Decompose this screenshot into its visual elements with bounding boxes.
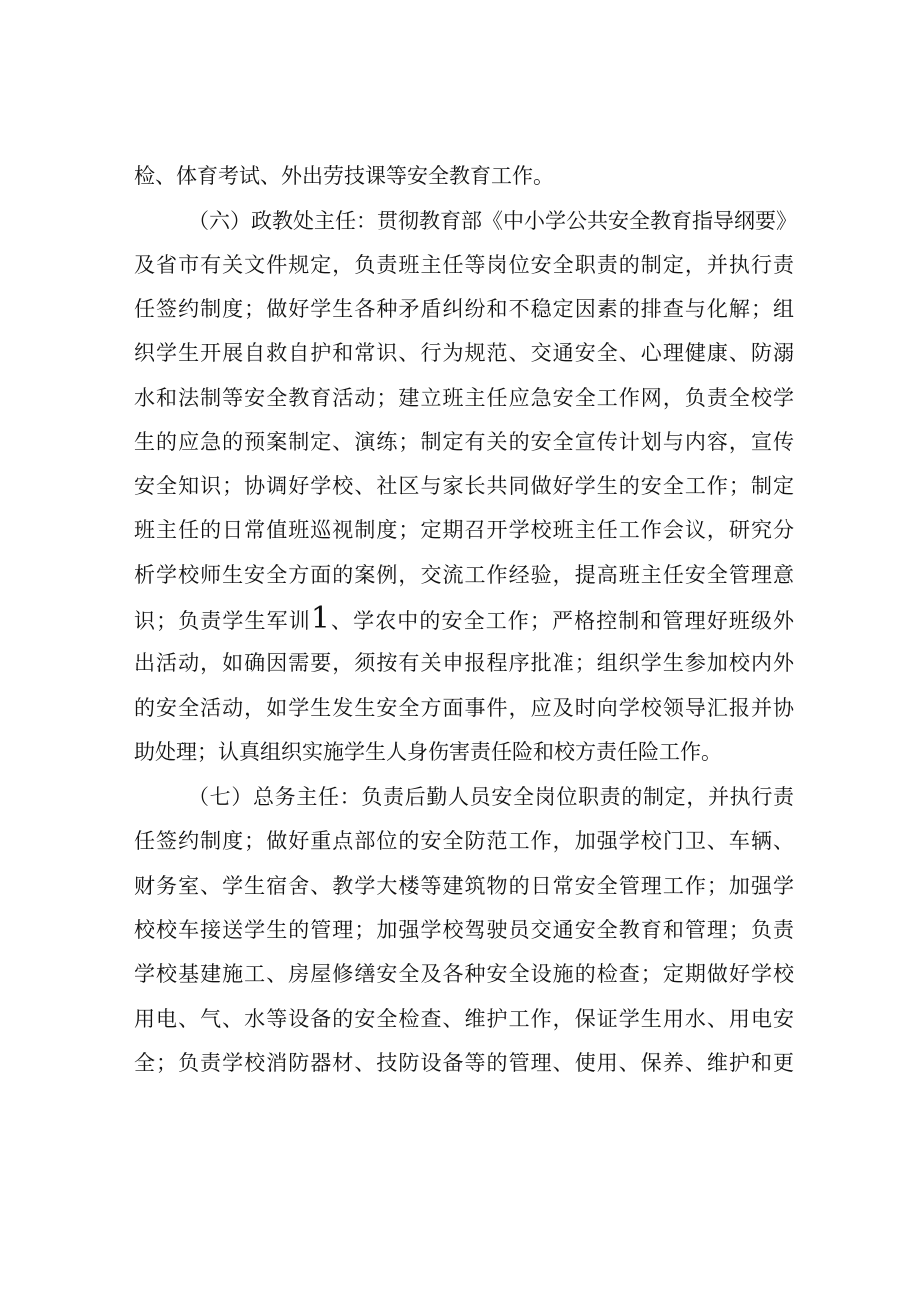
text-line: 析学校师生安全方面的案例，交流工作经验，提高班主任安全管理意 (134, 563, 794, 587)
text-line: 任签约制度；做好学生各种矛盾纠纷和不稳定因素的排查与化解；组 (134, 297, 794, 321)
text-line: 校校车接送学生的管理；加强学校驾驶员交通安全教育和管理；负责 (134, 918, 794, 942)
text-line: 出活动，如确因需要，须按有关申报程序批准；组织学生参加校内外 (134, 651, 794, 675)
paragraph-heading-line: （六）政教处主任：贯彻教育部《中小学公共安全教育指导纲要》 (188, 209, 797, 233)
text-line: 生的应急的预案制定、演练；制定有关的安全宣传计划与内容，宣传 (134, 430, 794, 454)
text-line: 安全知识；协调好学校、社区与家长共同做好学生的安全工作；制定 (134, 474, 794, 498)
text-line: 检、体育考试、外出劳技课等安全教育工作。 (134, 164, 554, 188)
footnote-number: 1 (310, 601, 330, 636)
text-line: 织学生开展自救自护和常识、行为规范、交通安全、心理健康、防溺 (134, 341, 794, 365)
text-line: 及省市有关文件规定，负责班主任等岗位安全职责的制定，并执行责 (134, 253, 794, 277)
text-segment: 识；负责学生军训 (134, 609, 311, 633)
text-line: 任签约制度；做好重点部位的安全防范工作，加强学校门卫、车辆、 (134, 829, 794, 853)
text-line: 全；负责学校消防器材、技防设备等的管理、使用、保养、维护和更 (134, 1051, 794, 1075)
paragraph-heading-line: （七）总务主任：负责后勤人员安全岗位职责的制定，并执行责 (188, 785, 794, 809)
text-line: 水和法制等安全教育活动；建立班主任应急安全工作网，负责全校学 (134, 386, 794, 410)
text-line: 的安全活动，如学生发生安全方面事件，应及时向学校领导汇报并协 (134, 696, 794, 720)
text-segment: 、学农中的安全工作；严格控制和管理好班级外 (329, 609, 795, 633)
text-line: 学校基建施工、房屋修缮安全及各种安全设施的检查；定期做好学校 (134, 962, 794, 986)
text-line: 财务室、学生宿舍、教学大楼等建筑物的日常安全管理工作；加强学 (134, 874, 794, 898)
text-line (134, 599, 794, 639)
text-line: 班主任的日常值班巡视制度；定期召开学校班主任工作会议，研究分 (134, 518, 794, 542)
text-line: 用电、气、水等设备的安全检查、维护工作，保证学生用水、用电安 (134, 1007, 794, 1031)
text-line: 助处理；认真组织实施学生人身伤害责任险和校方责任险工作。 (134, 740, 722, 764)
